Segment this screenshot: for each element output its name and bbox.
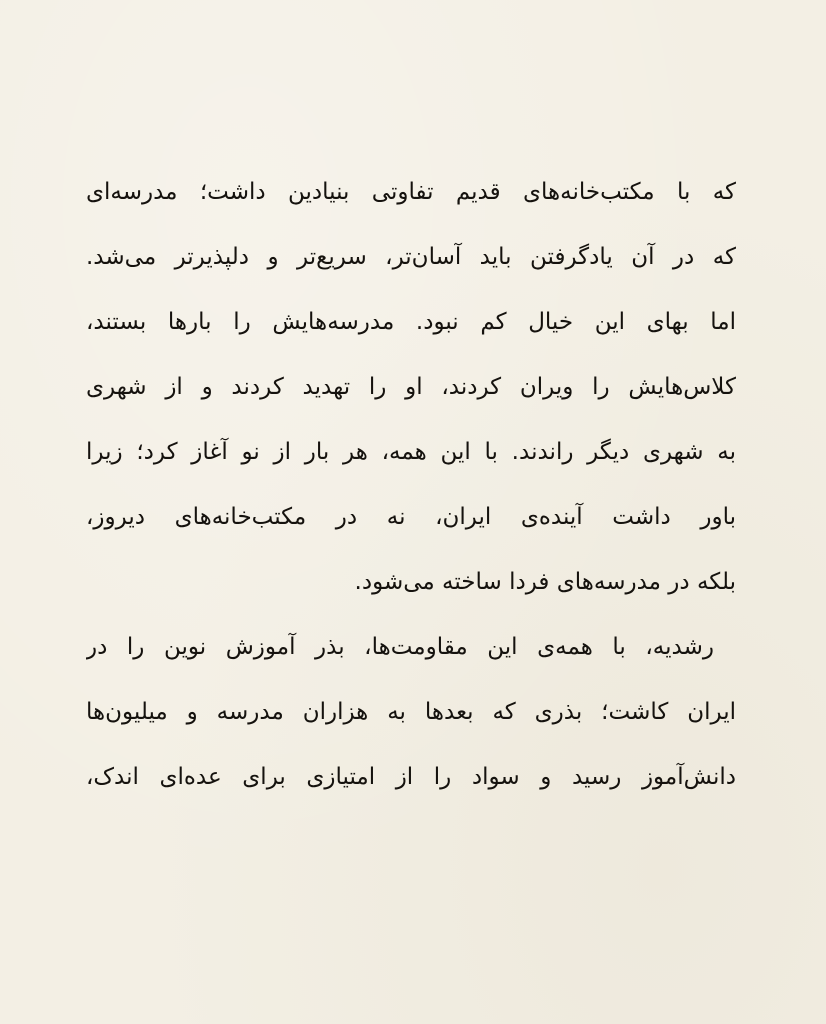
paragraph-2 [86,615,736,810]
text-line: که با مکتب‌خانه‌های قدیم تفاوتی بنیادین داشت؛ مدرسه‌ای [86,179,736,205]
paragraph-1 [86,160,736,615]
text-line: ایران کاشت؛ بذری که بعدها به هزاران مدرسه و میلیون‌ها [86,699,736,725]
text-line: رشدیه، با همه‌ی این مقاومت‌ها، بذر آموزش نوین را در [86,634,714,660]
text-line: کلاس‌هایش را ویران کردند، او را تهدید کردند و از شهری [86,374,736,400]
text-line: به شهری دیگر راندند. با این همه، هر بار از نو آغاز کرد؛ زیرا [86,439,736,465]
text-line: دانش‌آموز رسید و سواد را از امتیازی برای عده‌ای اندک، [86,764,736,790]
text-line: بلکه در مدرسه‌های فردا ساخته می‌شود. [354,569,736,595]
body-text [86,160,736,810]
text-line: که در آن یادگرفتن باید آسان‌تر، سریع‌تر و دلپذیرتر می‌شد. [86,244,736,270]
text-line: باور داشت آینده‌ی ایران، نه در مکتب‌خانه‌های دیروز، [86,504,736,530]
text-line: اما بهای این خیال کم نبود. مدرسه‌هایش را بارها بستند، [86,309,736,335]
